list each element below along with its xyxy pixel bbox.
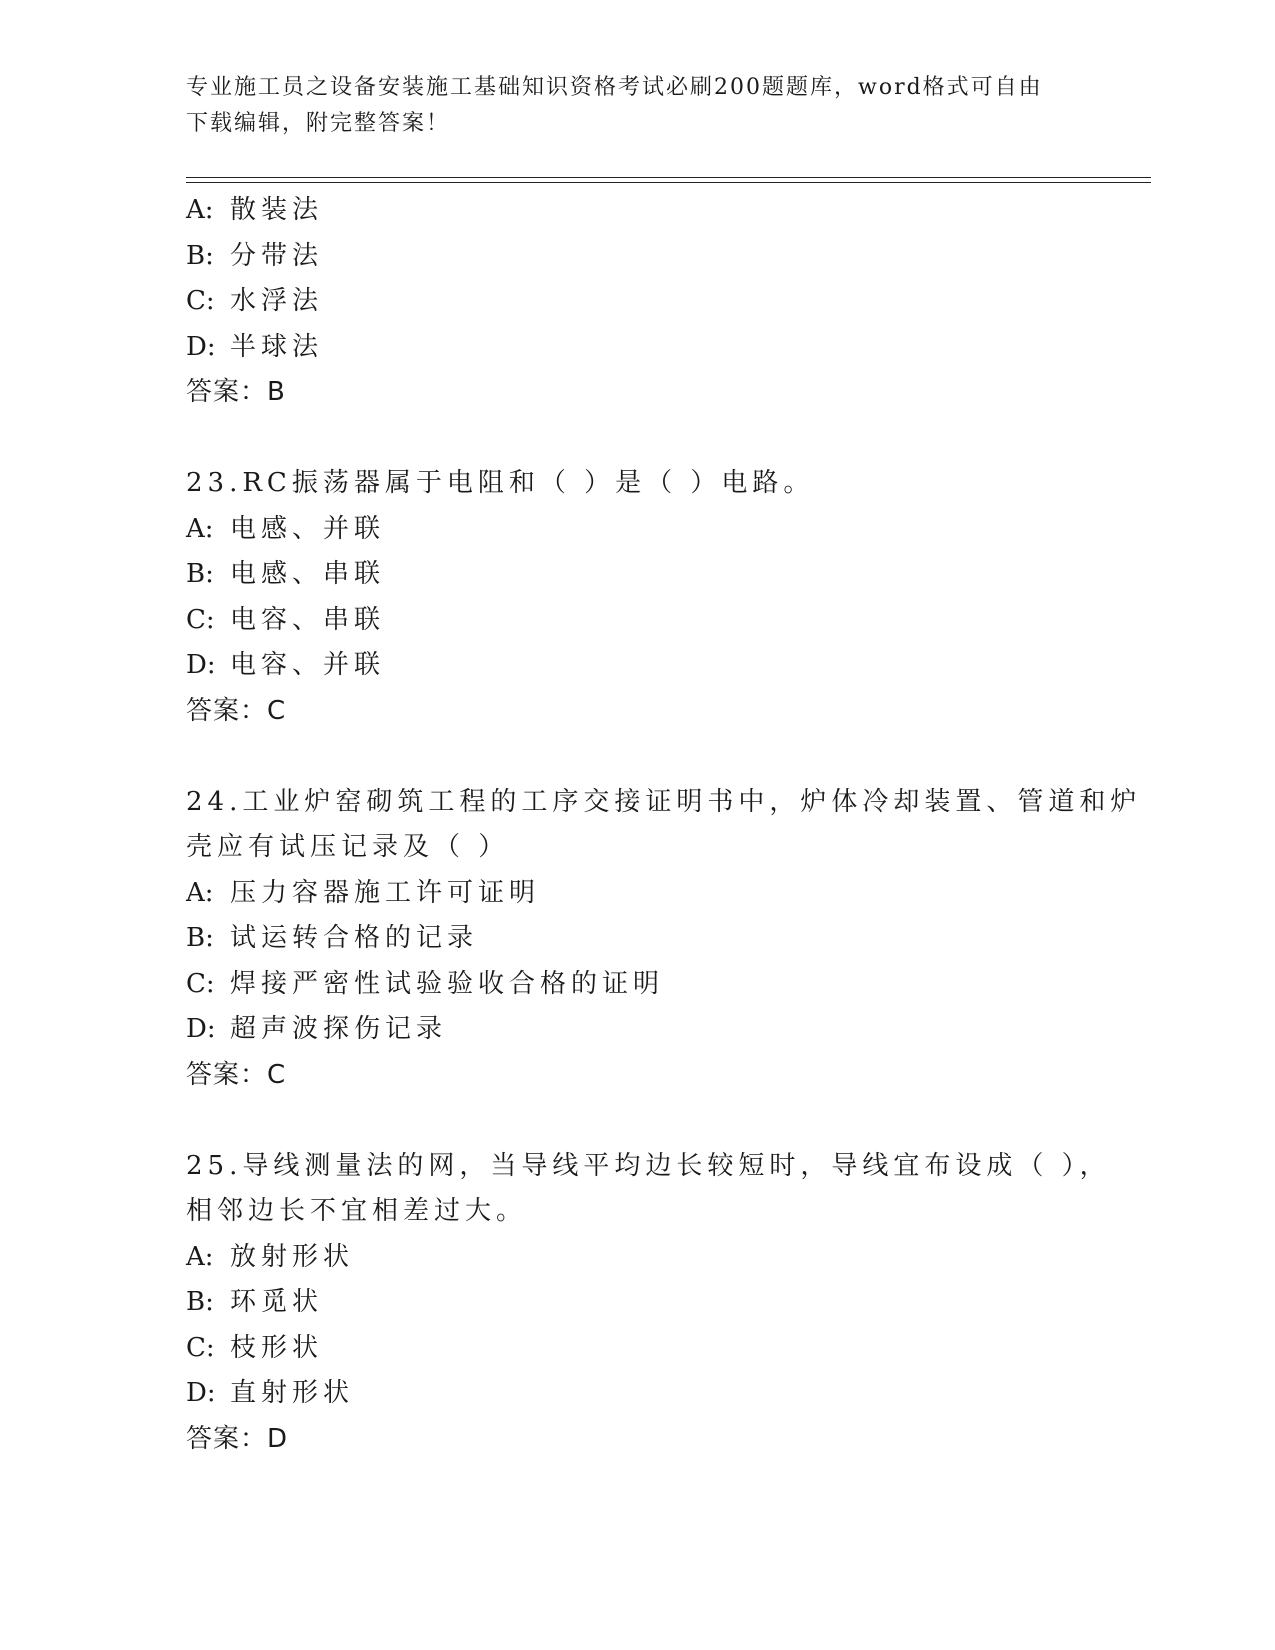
option-a xyxy=(186,871,1086,917)
option-d xyxy=(186,1007,1086,1053)
option-letter: D: xyxy=(186,650,216,680)
option-d xyxy=(186,325,1086,371)
option-text: 散装法 xyxy=(230,195,324,225)
option-text: 分带法 xyxy=(230,240,324,271)
option-letter: B: xyxy=(186,559,214,589)
option-letter: C: xyxy=(186,1332,215,1363)
option-letter: A: xyxy=(186,513,214,544)
answer-line: 答案：D xyxy=(186,1423,289,1454)
option-text: 枝形状 xyxy=(230,1332,324,1363)
option-b xyxy=(186,1280,1086,1326)
option-letter: A: xyxy=(186,877,214,908)
question-25 xyxy=(186,1144,1111,1463)
option-letter: C: xyxy=(186,286,215,316)
option-letter: D: xyxy=(186,1014,216,1044)
document-header xyxy=(186,70,1086,142)
spacer xyxy=(186,1098,1086,1144)
option-letter: A: xyxy=(186,195,214,225)
option-text: 电容、串联 xyxy=(230,604,386,635)
answer-line: 答案：B xyxy=(186,377,286,407)
question-24 xyxy=(186,780,1142,1099)
option-d xyxy=(186,643,1086,689)
option-c xyxy=(186,598,1086,644)
question-stem: 23.RC振荡器属于电阻和（ ）是（ ）电路。 xyxy=(186,468,815,498)
option-letter: D: xyxy=(186,1378,216,1408)
header-rule-bottom xyxy=(186,182,1151,183)
option-text: 焊接严密性试验验收合格的证明 xyxy=(230,968,665,999)
option-text: 电容、并联 xyxy=(230,650,386,680)
option-letter: B: xyxy=(186,1287,214,1317)
option-letter: A: xyxy=(186,1241,214,1272)
header-line-2: 下载编辑，附完整答案！ xyxy=(186,111,451,136)
option-text: 试运转合格的记录 xyxy=(230,923,479,953)
option-text: 电感、串联 xyxy=(230,559,386,589)
option-b xyxy=(186,552,1086,598)
question-stem-line-1: 25.导线测量法的网，当导线平均边长较短时，导线宜布设成（ ）， xyxy=(186,1150,1111,1181)
option-a xyxy=(186,1235,1086,1281)
option-c xyxy=(186,279,1086,325)
option-text: 超声波探伤记录 xyxy=(230,1014,448,1044)
question-22 xyxy=(186,188,1086,416)
option-a xyxy=(186,188,1086,234)
spacer xyxy=(186,416,1086,462)
answer-line: 答案：C xyxy=(186,695,287,726)
question-stem-line-2: 壳应有试压记录及（ ） xyxy=(186,832,510,862)
question-stem-line-1: 24.工业炉窑砌筑工程的工序交接证明书中，炉体冷却装置、管道和炉 xyxy=(186,786,1142,817)
option-a xyxy=(186,507,1086,553)
option-b xyxy=(186,234,1086,280)
option-letter: B: xyxy=(186,240,214,271)
option-c xyxy=(186,1326,1086,1372)
header-line-1: 专业施工员之设备安装施工基础知识资格考试必刷200题题库，word格式可自由 xyxy=(186,75,1043,100)
question-stem-line-2: 相邻边长不宜相差过大。 xyxy=(186,1196,528,1226)
option-d xyxy=(186,1371,1086,1417)
answer-line: 答案：C xyxy=(186,1059,287,1090)
option-c xyxy=(186,962,1086,1008)
option-letter: B: xyxy=(186,923,214,953)
option-text: 半球法 xyxy=(230,331,324,362)
question-23 xyxy=(186,461,1086,734)
option-text: 直射形状 xyxy=(230,1378,355,1408)
option-text: 放射形状 xyxy=(230,1241,355,1272)
option-text: 电感、并联 xyxy=(230,513,386,544)
header-rule-top xyxy=(186,177,1151,178)
spacer xyxy=(186,734,1086,780)
option-text: 环觅状 xyxy=(230,1287,324,1317)
option-b xyxy=(186,916,1086,962)
option-letter: C: xyxy=(186,968,215,999)
option-text: 水浮法 xyxy=(230,286,324,316)
option-letter: D: xyxy=(186,331,216,362)
option-letter: C: xyxy=(186,604,215,635)
question-list xyxy=(186,188,1142,1462)
option-text: 压力容器施工许可证明 xyxy=(230,877,541,908)
